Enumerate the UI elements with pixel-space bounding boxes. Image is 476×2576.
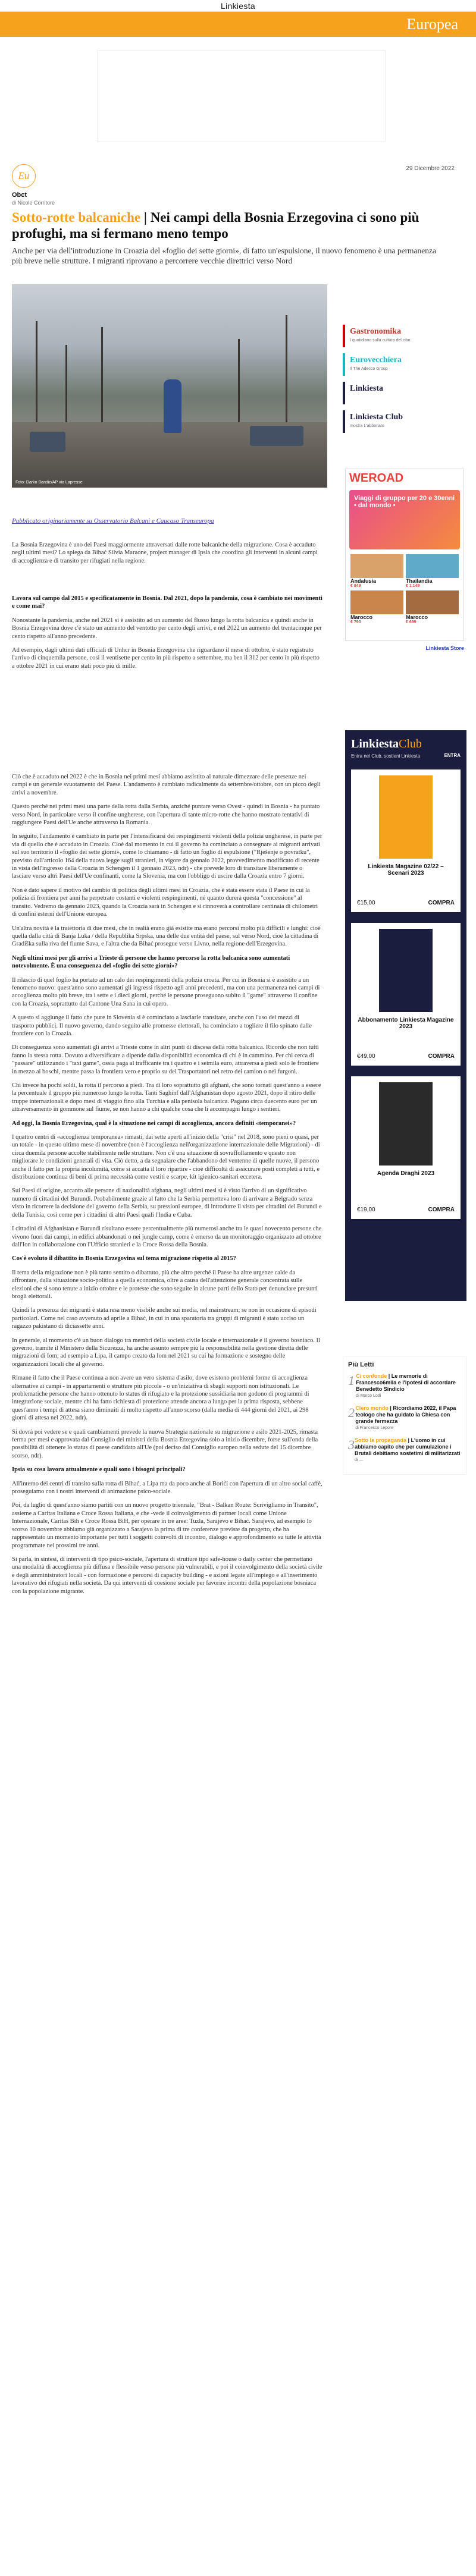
answer-3b: Sui Paesi di origine, accanto alle persone di nazionalità afghana, negli ultimi mesi si è visto l'arrivo di un significativo numero di cittadini del Burundi. Probabilmente grazie al fatto che la Serbia permetteva loro di arrivare a Belgrado senza visto in ricorrere la decisione del governo della Serbia, su pressioni europee, di introdurre il visto per cittadini del Burundi e della Tunisia, così come per i cittadini di altri Paesi quali l'India e Cuba. bbox=[12, 1188, 322, 1218]
weroad-logo: WEROAD bbox=[349, 472, 404, 485]
answer-4c: In generale, al momento c'è un buon dialogo tra membri della società civile locale e internazionale e il governo bosniaco. Il governo, tramite il Ministero della Sicurezza, ha anche assunto sempre più la responsabilità nella gestione diretta delle migrazioni di Iom; ad esempio a Lipa, il campo creato da Iom nel 2021 su cui ha formazione e sostegno delle organizzazioni locali che al governo. bbox=[12, 1337, 320, 1368]
destination-name: Thailandia bbox=[406, 578, 433, 584]
sidebar-item-sub: Il The Adecco Group bbox=[350, 367, 388, 371]
article-body-2 bbox=[12, 773, 322, 1601]
buy-button[interactable]: COMPRA bbox=[428, 900, 455, 906]
destination-name: Marocco bbox=[350, 614, 373, 620]
club-title bbox=[345, 730, 466, 753]
answer-2d: Chi invece ha pochi soldi, la rotta il percorso a piedi. Tra di loro soprattutto gli afghani, che sono tornati quest'anno a essere la percentuale il gruppo più numeroso lungo la rotta. Tanti Saghinf dall'Afghanistan dopo agosto 2021, dopo il ritiro delle truppe internazionali e dopo mesi di viaggio fino alla Turchia e alla penisola balcanica. Pagano circa duecento euro per un attraversamento in gommone sul fiume, se non hanno a chi qualche cosa che li accompagni lungo i sentieri. bbox=[12, 1082, 321, 1113]
most-read-header: Più Letti bbox=[348, 1361, 374, 1368]
club-title-main: Linkiesta bbox=[351, 737, 399, 750]
answer-1b: Ad esempio, dagli ultimi dati ufficiali di Unhcr in Bosnia Erzegovina che riguardano il mese di ottobre, è stato registrato l'arrivo di cinquemila persone, così il ventisette per cento in più rispetto a settembre, ma ben il 312 per cento in più rispetto a ottobre 2021 in cui erano stati poco più di mille. bbox=[12, 647, 320, 670]
sidebar-item-label: Linkiesta Club bbox=[350, 413, 403, 422]
answer-1c: Ciò che è accaduto nel 2022 è che in Bosnia nei primi mesi abbiamo assistito al naturale dimezzare delle presenze nei campi e un generale svuotamento del Paese. L'andamento è cambiato radicalmente da settembre/ottobre, con un picco degli arrivi a novembre. bbox=[12, 774, 321, 796]
answer-1: Nonostante la pandemia, anche nel 2021 si è assistito ad un aumento del flusso lungo la rotta balcanica e quindi anche in Bosnia Erzegovina dove c'è stato un aumento del ventotto per cento degli arrivi, e nel 2022 un aumento del trentacinque per cento rispetto all'anno precedente. bbox=[12, 617, 322, 640]
destination-card[interactable] bbox=[405, 553, 460, 589]
product-title: Agenda Draghi 2023 bbox=[377, 1170, 435, 1177]
column-name[interactable]: Obct bbox=[12, 191, 27, 199]
product-card[interactable] bbox=[351, 923, 461, 1066]
answer-2c: Di conseguenza sono aumentati gli arrivi a Trieste come in altri punti di discesa della rotta balcanica. Ricordo che non tutti fanno la stessa rotta. Dovuto a diversificare a dipende dalla disponibilità economica di chi è in cammino. Per chi cerca di "passare" utilizzando i "taxi game", ossia paga al trafficante tra i quattro e i seimila euro, attraversa a piedi solo le frontiere in mezzo ai boschi, mentre passa la frontiera vero e proprio su dei Trasportatori nel retro dei camion o nei furgoni. bbox=[12, 1044, 319, 1075]
item-kicker: Ci confonde bbox=[356, 1373, 387, 1379]
article-date: 29 Dicembre 2022 bbox=[406, 165, 455, 172]
question-4: Cos'è evoluto il dibattito in Bosnia Erzegovina sul tema migrazione rispetto al 2015? bbox=[12, 1255, 236, 1262]
weroad-destinations bbox=[346, 552, 464, 627]
answer-5: All'interno dei centri di transito sulla rotta di Bihać, a Lipa ma da poco anche al Borići con l'apertura di un altro social caffè, proseguiamo con i nostri interventi di animazione psico-sociale. bbox=[12, 1480, 322, 1496]
destination-card[interactable] bbox=[405, 589, 460, 626]
most-read-item[interactable] bbox=[348, 1437, 461, 1462]
destination-price: € 790 bbox=[350, 620, 361, 624]
answer-5b: Poi, da luglio di quest'anno siamo partiti con un nuovo progetto triennale, "Brat - Balkan Route: Scrivigliamo in Transito", assieme a Caritas Italiana e Croce Rossa Italiana, e che -vede il coinvolgimento di partner locali come Unione Internazionale, Caritas Bih e Croce Rossa BiH, per operare in tre aree: Tuzla, Sarajevo e Bihać. Sarajevo, ad esempio lo scorso 10 novembre abbiamo già organizzato a Sarajevo la prima di tre conferenze previste da progetto, che ha rappresentato un momento importante per tutti i soggetti coinvolti di incontro, dialogo e approfondimento su tutte le attività programmate nei prossimi tre anni. bbox=[12, 1502, 321, 1549]
destination-price: € 1.149 bbox=[406, 584, 420, 588]
sidebar-item-label: Eurovecchiera bbox=[350, 356, 402, 365]
article-lead: Anche per via dell'introduzione in Croazia del «foglio dei sette giorni», di fatto un'espulsione, il nuovo fenomeno è una permanenza più breve nelle strutture. I migranti riprovano a percorrere vecchie direttrici verso Nord bbox=[12, 246, 437, 265]
product-price: €19,00 bbox=[357, 1207, 375, 1213]
answer-4d: Rimane il fatto che il Paese continua a non avere un vero sistema d'asilo, dove esistono problemi forme di accoglienza alternative ai campi - in appartamenti o strutture più piccole - o un'iniziativa di sbagli supporti non istituzionali. Le problematiche persone che hanno ottenuto lo status di rifugiato e la protezione sussidiaria non godono di programmi di integrazione sociale, mentre chi ha fatto richiesta di protezione attende ancora a lungo per la prima risposta, sebbene quest'anno i tempi di attesa siano diminuiti di molto rispetto all'anno scorso (dalla media di 444 giorni del 2021, ai 298 giorni di attesa nel 2022, ndr). bbox=[12, 1375, 309, 1422]
rank-number: 1 bbox=[348, 1373, 355, 1388]
sidebar-item-label: Linkiesta bbox=[350, 384, 384, 393]
item-title: | Le memorie di Francesco6mila e l'ipotesi di accordare Benedetto Sindicio bbox=[356, 1373, 456, 1392]
answer-2: Il rilascio di quel foglio ha portato ad un calo dei respingimenti della polizia croata. Per cui in Bosnia si è assistito a un fenomeno nuovo: quest'anno sono aumentati gli ingressi rispetto agli anni precedenti, ma con una permanenza nei campi di accoglienza molto più breve, tra i sette e i dieci giorni, perché le persone proseguono subito il "game" attraverso il confine con la Croazia, soprattutto dal Cantone Una Sana in cui opero. bbox=[12, 976, 320, 1007]
byline bbox=[12, 191, 55, 206]
product-cover bbox=[379, 775, 433, 859]
answer-4: Il tema della migrazione non è più tanto sentito o dibattuto, più che altro perché il Paese ha altre urgenze calde da affrontare, dalla situazione socio-politica a quella economica, oltre a causa dell'attenzione generale concentrata sulle elezioni che si sono tenute a inizio ottobre e le proteste che sono seguite in alcune parti dello Stato per denunciare presunti brogli elettorali. bbox=[12, 1269, 318, 1300]
answer-1d: Questo perché nei primi mesi una parte della rotta dalla Serbia, anziché puntare verso Ovest - quindi in Bosnia - ha puntato verso Nord, in particolare verso il confine ungherese, con l'apertura di tante micro-rotte che hanno mostrato tentativi di raggiungere Paesi dell'Ue anche attraverso la Romania. bbox=[12, 803, 320, 827]
site-header bbox=[0, 0, 476, 12]
intro-paragraph: La Bosnia Erzegovina è uno dei Paesi maggiormente attraversati dalle rotte balcaniche della migrazione. Cosa è accaduto negli ultimi mesi? Lo spiega da Bihać Silvia Maraone, project manager di Ipsia che coordina gli interventi in alcuni campi di accoglienza e di transito per rifugiati nella regione. bbox=[12, 542, 318, 564]
buy-button[interactable]: COMPRA bbox=[428, 1053, 455, 1060]
photo-person bbox=[164, 379, 181, 433]
most-read-item[interactable] bbox=[348, 1373, 461, 1398]
weroad-ad[interactable] bbox=[345, 469, 464, 641]
most-read-item[interactable] bbox=[348, 1405, 461, 1430]
club-subtitle: Entra nel Club, sostieni Linkiesta bbox=[351, 753, 421, 759]
item-author: di Marco Lodi bbox=[356, 1394, 381, 1398]
destination-name: Andalusia bbox=[350, 578, 377, 584]
rank-number: 2 bbox=[348, 1405, 355, 1420]
product-title: Abbonamento Linkiesta Magazine 2023 bbox=[358, 1017, 454, 1030]
answer-5c: Si parla, in sintesi, di interventi di tipo psico-sociale, l'apertura di strutture tipo safe-house o daily center che permettano una modalità di accoglienza più diffusa e flessibile verso persone più vulnerabili, e poi il coinvolgimento della società civile e degli amministratori locali - con formazione e percorsi di capacity building - e azioni legate all'impiego e all'inserimento lavorativo dei rifugiati nella società. Da qui interventi di coesione sociale per favorire incontri della popolazione bosniaca con la popolazione migrante. bbox=[12, 1556, 322, 1595]
answer-1g: Un'altra novità è la traiettoria di due mesi, che in realtà erano già esistite ma erano percorsi molto più difficili e lunghi: cioè quella dalla città di Banja Luka / della Republika Srpska, una delle due entità del paese, sul verso Nord, cioè la cittadina di Gradiška sulla riva del fiume Sava, e l'altra che da Bihać prosegue verso Livno, nella regione dell'Erzegovina. bbox=[12, 925, 321, 948]
answer-4b: Quindi la presenza dei migranti è stata resa meno visibile anche sui media, nel mainstream; se non in occasione di episodi particolari. Come nel caso avvenuto ad aprile a Bihać, in cui in una sparatoria tra gruppi di migranti è stato ucciso un ragazzo pakistano di diciassette anni. bbox=[12, 1307, 317, 1330]
product-title: Linkiesta Magazine 02/22 – Scenari 2023 bbox=[368, 863, 444, 877]
answer-3: I quattro centri di «accoglienza temporanea» rimasti, dai sette aperti all'inizio della "crisi" nel 2018, sono pieni o quasi, per un totale - in questo ultimo mese di novembre (non è l'accoglienza nell'organizzazione internazionale delle Migrazioni) - di circa duemila persone accolte stabilmente nelle strutture. Non c'è una situazione di sovraffollamento e questo non migliorare le condizioni generali di vita. Ciò detto, a da segnalare che l'abbandono del ventenne di quelle nuove, il persono anche il fatto per la propria incolumità, come si accatta il loro ripartire - cioè difficoltà di assicurare posti completi a tutti, e distribuzione continua di beni di prima necessità come vestiti e scarpe, kit igienico-sanitari eccetera. bbox=[12, 1134, 320, 1181]
sidebar-item-sub: I quotidiano sulla cultura del cibo bbox=[350, 338, 411, 343]
question-3: Ad oggi, la Bosnia Erzegovina, qual è la situazione nei campi di accoglienza, ancora definiti «temporanei»? bbox=[12, 1120, 296, 1127]
item-kicker: Sotto la propaganda bbox=[355, 1437, 407, 1443]
item-kicker: Clero mondo bbox=[355, 1405, 389, 1411]
article-meta bbox=[12, 164, 455, 188]
club-panel bbox=[345, 730, 466, 1301]
photo-caption: Foto: Darko Bandic/AP via Lapresse bbox=[15, 480, 83, 485]
article-body-intro bbox=[12, 541, 322, 571]
product-card[interactable] bbox=[351, 769, 461, 912]
destination-price: € 849 bbox=[350, 584, 361, 588]
product-cover bbox=[379, 929, 433, 1012]
product-cover bbox=[379, 1082, 433, 1166]
answer-4e: Si dovrà poi vedere se e quali cambiamenti prevede la nuova Strategia nazionale su migrazione e asilo 2021-2025, rimasta ferma per mesi e approvata dal Consiglio dei ministri della Bosnia Erzegovina solo a inizio dicembre, forse sull'onda della possibilità di ottenere lo status di paese candidato all'Ue (poi deciso dal Consiglio europeo nella sedute del 15 dicembre scorso, ndr). bbox=[12, 1428, 318, 1459]
sidebar-item-sub: mostra L'abbonato bbox=[350, 424, 384, 428]
question-2: Negli ultimi mesi per gli arrivi a Trieste di persone che hanno percorso la rotta balcanica sono aumentati notevolmente. È una conseguenza del «foglio dei sette giorni»? bbox=[12, 954, 290, 970]
page-title bbox=[12, 209, 446, 241]
headline-kicker: Sotto-rotte balcaniche bbox=[12, 210, 141, 225]
sidebar-nav bbox=[343, 325, 466, 439]
item-title: | Ricordiamo 2022, il Papa teologo che ha guidato la Chiesa con grande fermezza bbox=[355, 1405, 456, 1424]
site-logo[interactable]: Linkiesta bbox=[221, 1, 255, 11]
most-read-box bbox=[343, 1356, 466, 1475]
answer-1f: Non è dato sapere il motivo del cambio di politica degli ultimi mesi in Croazia, che è stata essere stata il Paese in cui la polizia di frontiera per anni ha perpetrato costanti e violenti respingimenti, né quanto durerà questa "concessione" al transito. Vedremo da gennaio 2023, quando la Croazia sarà in Schengen e si rinnoverà a controllare centinaia di chilometri di confini esterni dell'Unione europea. bbox=[12, 887, 318, 918]
headline-title: | Nei campi della Bosnia Erzegovina ci sono più profughi, ma si fermano meno tempo bbox=[12, 210, 419, 241]
item-author: di Francesco Lepore bbox=[355, 1426, 394, 1430]
destination-card[interactable] bbox=[349, 589, 405, 626]
destination-price: € 699 bbox=[406, 620, 416, 624]
author-name[interactable]: di Nicole Corritore bbox=[12, 200, 55, 206]
section-banner bbox=[0, 12, 476, 37]
question-1: Lavora sul campo dal 2015 e specificatamente in Bosnia. Dal 2021, dopo la pandemia, cosa è cambiato nei movimenti e come mai? bbox=[12, 595, 322, 610]
answer-2b: A questo si aggiunge il fatto che pure in Slovenia si è cominciato a lasciarle transitare, anche con l'uso dei mezzi di trasporto pubblici. Il nuovo governo, dando seguito alle promesse elettorali, ha cominciato a togliere il filo spinato dalle frontiere con la Croazia. bbox=[12, 1014, 312, 1037]
sidebar-item-linkiesta[interactable] bbox=[343, 382, 466, 404]
eu-badge-icon: Eu bbox=[12, 164, 36, 188]
club-enter-button[interactable]: ENTRA bbox=[444, 753, 461, 758]
destination-name: Marocco bbox=[406, 614, 428, 620]
original-publication-link[interactable]: Pubblicato originariamente su Osservatorio Balcani e Caucaso Transeuropa bbox=[12, 517, 214, 524]
item-author: di — bbox=[355, 1458, 364, 1462]
sidebar-item-eurovecchiera[interactable] bbox=[343, 353, 466, 376]
question-5: Ipsia su cosa lavora attualmente e quali sono i bisogni principali? bbox=[12, 1466, 186, 1474]
store-link[interactable]: Linkiesta Store bbox=[425, 645, 464, 651]
product-card[interactable] bbox=[351, 1076, 461, 1219]
answer-3c: I cittadini di Afghanistan e Burundi risultano essere percentualmente più numerosi anche tra le quasi novecento persone che vivono fuori dai campi, in edifici abbandonati o nei jungle camp, come è emerso da un monitoraggio organizzato ad ottobre dall'Ion in collaborazione con l'Ufficio stranieri e la Croce Rossa della Bosnia. bbox=[12, 1226, 322, 1248]
article-photo bbox=[12, 284, 327, 488]
buy-button[interactable]: COMPRA bbox=[428, 1207, 455, 1213]
product-price: €49,00 bbox=[357, 1053, 375, 1060]
rank-number: 3 bbox=[348, 1437, 355, 1452]
sidebar-item-label: Gastronomika bbox=[350, 327, 402, 336]
club-title-accent: Club bbox=[399, 737, 422, 750]
item-title: | L'uomo in cui abbiamo capito che per cumulazione i Brutali debitiamo sostetimi di militarizzati bbox=[355, 1437, 461, 1456]
sidebar-item-club[interactable] bbox=[343, 410, 466, 433]
destination-card[interactable] bbox=[349, 553, 405, 589]
product-price: €15,00 bbox=[357, 900, 375, 906]
article-body-1 bbox=[12, 595, 322, 676]
section-title[interactable]: Europea bbox=[406, 15, 458, 33]
ad-banner[interactable] bbox=[97, 50, 386, 142]
sidebar-item-gastronomika[interactable] bbox=[343, 325, 466, 347]
weroad-banner: Viaggi di gruppo per 20 e 30enni • dal mondo • bbox=[349, 490, 460, 549]
answer-1e: In seguito, l'andamento è cambiato in parte per l'intensificarsi dei respingimenti violenti della polizia ungherese, in parte per via di quello che è accaduto in Croazia. Cioè dal momento in cui il governo ha cominciato a consegnare ai migranti arrivati sul suo territorio il «foglio dei sette giorni», come lo chiamano - di fatto un foglio di espulsione ("Rješenje o povratku", previsto dall'articolo 164 della nuova legge sugli stranieri, in vigore da gennaio 2022, provvedimento modificato di recente in vista dell'ingresso della Croazia in Schengen il 1 gennaio 2023, ndr) - che prevede loro di transitare liberamente o lasciare verso altri Paesi dell'Ue confinanti, come la Slovenia, ma con l'obbligo di uscire dalla Croazia entro 7 giorni. bbox=[12, 833, 322, 880]
